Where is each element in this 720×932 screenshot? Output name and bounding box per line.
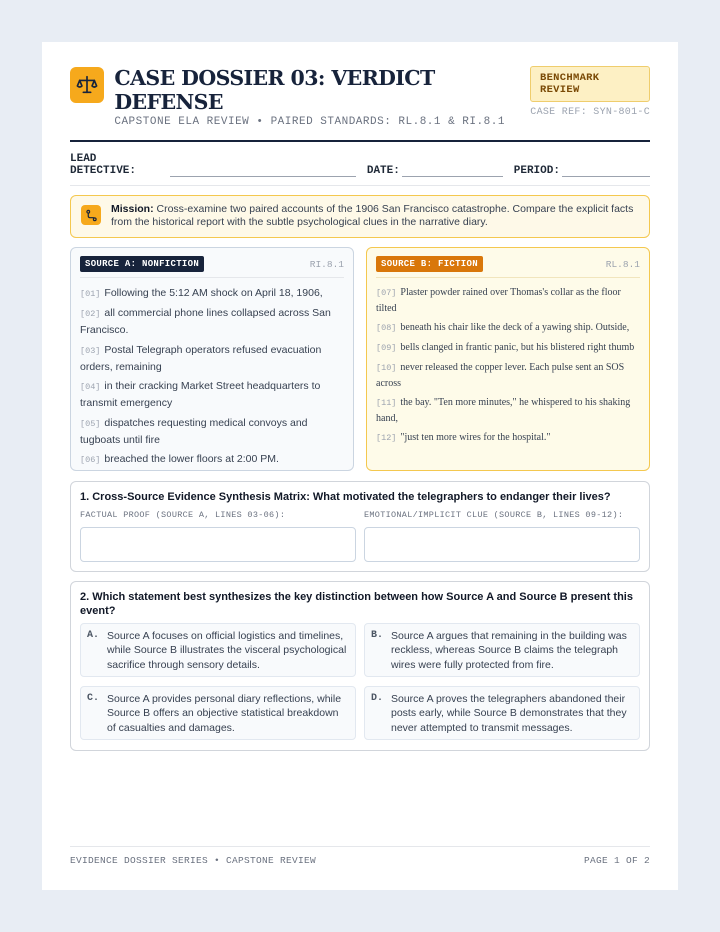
- option-text: Source A focuses on official logistics and timelines, while Source B illustrates the visceral psychological sacrifice through sensory details.: [107, 630, 347, 671]
- option-letter: D.: [371, 693, 384, 704]
- option-letter: B.: [371, 630, 384, 641]
- source-line: [376, 360, 640, 391]
- line-number: [12]: [376, 433, 397, 443]
- source-line: [376, 395, 640, 426]
- mission-description: Cross-examine two paired accounts of the 1906 San Francisco catastrophe. Compare the explicit facts from the historical report with the subtle psychological clues in the narrative diary.: [111, 203, 634, 228]
- option-a[interactable]: [80, 623, 356, 677]
- factual-proof-label: FACTUAL PROOF (SOURCE A, LINES 03-06):: [80, 510, 286, 520]
- source-b-standard: RL.8.1: [605, 258, 640, 270]
- question-2-title: 2. Which statement best synthesizes the key distinction between how Source A and Source B present this event?: [80, 591, 633, 617]
- source-a-standard: RI.8.1: [309, 258, 344, 270]
- page-footer: [70, 846, 650, 866]
- factual-proof-answer-box[interactable]: [80, 527, 356, 562]
- period-field[interactable]: [562, 163, 650, 177]
- option-letter: C.: [87, 693, 100, 704]
- line-text: dispatches requesting medical convoys and tugboats until fire: [80, 416, 308, 446]
- source-line: [80, 451, 344, 468]
- line-text: all commercial phone lines collapsed across San Francisco.: [80, 307, 331, 337]
- header: [70, 66, 650, 128]
- page-number: PAGE 1 OF 2: [583, 855, 650, 866]
- option-letter: A.: [87, 630, 100, 641]
- option-d[interactable]: [364, 686, 640, 740]
- line-text: Plaster powder rained over Thomas's collar as the floor tilted: [376, 287, 621, 314]
- scales-of-justice-icon: [70, 67, 104, 103]
- source-line: [376, 285, 640, 316]
- header-meta: [530, 66, 650, 118]
- option-b[interactable]: [364, 623, 640, 677]
- source-a-header: [80, 256, 344, 278]
- page-title: CASE DOSSIER 03: VERDICT DEFENSE: [114, 66, 435, 114]
- route-icon: [81, 205, 101, 225]
- source-line: [80, 285, 344, 302]
- line-text: breached the lower floors at 2:00 PM.: [104, 452, 279, 465]
- source-a-tag: SOURCE A: NONFICTION: [80, 256, 204, 272]
- line-number: [11]: [376, 398, 397, 408]
- student-info-fields: [70, 153, 650, 177]
- source-line: [376, 320, 640, 336]
- case-reference: CASE REF: SYN-801-C: [530, 107, 650, 118]
- emotional-clue-column: [364, 510, 640, 562]
- line-number: [09]: [376, 343, 397, 353]
- source-line: [80, 415, 344, 448]
- line-text: Postal Telegraph operators refused evacuation orders, remaining: [80, 343, 322, 373]
- lead-detective-label: LEAD DETECTIVE:: [70, 153, 137, 177]
- line-text: bells clanged in frantic panic, but his blistered right thumb: [400, 342, 635, 353]
- emotional-clue-label: EMOTIONAL/IMPLICIT CLUE (SOURCE B, LINES 09-12):: [364, 510, 624, 520]
- date-field[interactable]: [402, 163, 503, 177]
- line-text: the bay. "Ten more minutes," he whispered to his shaking hand,: [376, 397, 631, 424]
- source-a-panel: [70, 247, 354, 471]
- question-2-card: [70, 581, 650, 751]
- footer-series: EVIDENCE DOSSIER SERIES • CAPSTONE REVIEW: [70, 855, 317, 866]
- answer-options: [80, 623, 640, 749]
- line-number: [02]: [80, 309, 101, 320]
- mission-label: Mission:: [111, 203, 154, 215]
- sources-section: [70, 247, 650, 471]
- evidence-matrix: [80, 510, 640, 562]
- source-line: [80, 305, 344, 338]
- question-1-card: [70, 481, 650, 572]
- option-text: Source A provides personal diary reflections, while Source B offers an objective statistical breakdown of casualties and damages.: [107, 693, 342, 734]
- line-number: [01]: [80, 289, 101, 299]
- fields-divider: [70, 185, 650, 186]
- title-block: [70, 66, 530, 128]
- benchmark-badge: BENCHMARK REVIEW: [530, 66, 650, 102]
- source-b-panel: [366, 247, 650, 471]
- page-subtitle: CAPSTONE ELA REVIEW • PAIRED STANDARDS: RL.8.1 & RI.8.1: [114, 116, 505, 128]
- line-number: [03]: [80, 345, 101, 356]
- factual-proof-column: [80, 510, 356, 562]
- header-divider: [70, 140, 650, 142]
- option-text: Source A argues that remaining in the building was reckless, whereas Source B claims the telegraph wires were fully protected from fire.: [391, 630, 627, 671]
- option-text: Source A proves the telegraphers abandoned their posts early, while Source B demonstrates that they never attempted to transmit messages.: [391, 693, 627, 734]
- source-line: [376, 340, 640, 356]
- line-number: [07]: [376, 288, 397, 298]
- line-text: Following the 5:12 AM shock on April 18, 1906,: [104, 287, 323, 299]
- lead-detective-field[interactable]: [170, 163, 356, 177]
- mission-box: [70, 195, 650, 238]
- question-1-title: 1. Cross-Source Evidence Synthesis Matrix: What motivated the telegraphers to endanger their lives?: [80, 491, 611, 503]
- emotional-clue-answer-box[interactable]: [364, 527, 640, 562]
- worksheet-page: [42, 42, 678, 890]
- source-b-header: [376, 256, 640, 278]
- date-label: DATE:: [366, 165, 400, 177]
- line-text: "just ten more wires for the hospital.": [400, 432, 551, 443]
- line-number: [05]: [80, 418, 101, 429]
- line-number: [06]: [80, 454, 101, 465]
- line-number: [08]: [376, 323, 397, 333]
- source-line: [376, 430, 640, 446]
- line-number: [10]: [376, 363, 397, 373]
- source-line: [80, 378, 344, 411]
- line-text: in their cracking Market Street headquarters to transmit emergency: [80, 380, 321, 410]
- mission-text: [111, 203, 639, 229]
- line-number: [04]: [80, 382, 101, 393]
- option-c[interactable]: [80, 686, 356, 740]
- line-text: never released the copper lever. Each pulse sent an SOS across: [376, 362, 625, 389]
- period-label: PERIOD:: [513, 165, 560, 177]
- line-text: beneath his chair like the deck of a yawing ship. Outside,: [400, 322, 630, 333]
- source-b-tag: SOURCE B: FICTION: [376, 256, 483, 272]
- source-line: [80, 342, 344, 375]
